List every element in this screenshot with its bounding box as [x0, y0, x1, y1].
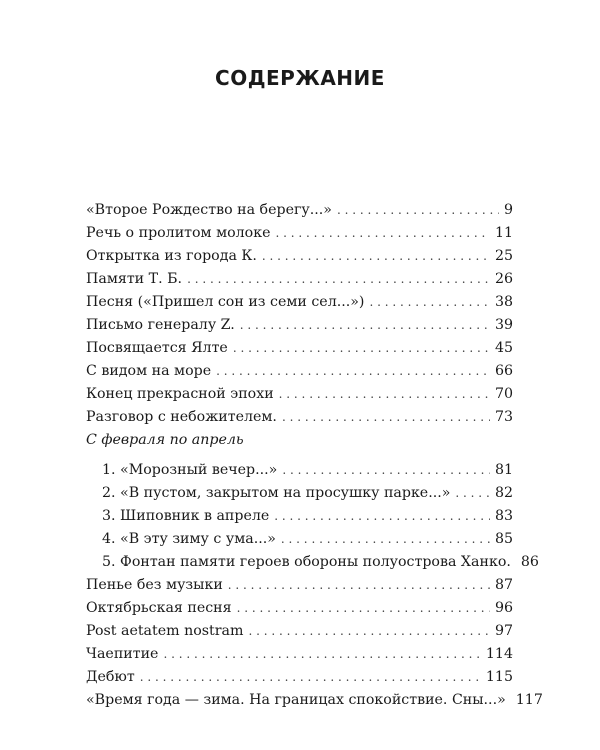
- leader-dots: [240, 314, 490, 337]
- toc-entry: [86, 199, 513, 222]
- toc-entry-title: Письмо генералу Z.: [86, 317, 235, 333]
- toc-entry-title: Конец прекрасной эпохи: [86, 386, 274, 402]
- leader-dots: [140, 666, 481, 689]
- toc-entry-page: 81: [494, 462, 513, 478]
- leader-dots: [282, 459, 490, 482]
- leader-dots: [276, 222, 490, 245]
- toc-entry: [86, 528, 513, 551]
- toc-entry-page: 87: [494, 577, 513, 593]
- toc-entry: [86, 360, 513, 383]
- toc-entry: [86, 406, 513, 429]
- leader-dots: [279, 383, 490, 406]
- toc-entry-page: 82: [494, 485, 513, 501]
- toc-entry-page: 45: [494, 340, 513, 356]
- toc-entry: [86, 337, 513, 360]
- toc-entry-title: Разговор с небожителем.: [86, 409, 277, 425]
- toc-entry-title: Пенье без музыки: [86, 577, 223, 593]
- toc-entry-page: 38: [494, 294, 513, 310]
- toc-entry-page: 117: [515, 692, 543, 708]
- toc-entry-page: 85: [494, 531, 513, 547]
- toc-entry-page: 25: [494, 248, 513, 264]
- toc-entry: [86, 643, 513, 666]
- toc-entry-page: 86: [520, 554, 539, 570]
- toc-entry-title: Post aetatem nostram: [86, 623, 244, 639]
- toc-entry-page: 9: [503, 202, 513, 218]
- toc-entry: [86, 482, 513, 505]
- toc-entry-page: 66: [494, 363, 513, 379]
- toc-entry: [86, 245, 513, 268]
- toc-entry-title: Чаепитие: [86, 646, 159, 662]
- toc-entry: [86, 574, 513, 597]
- toc-entry-page: 11: [494, 225, 513, 241]
- toc-entry-page: 39: [494, 317, 513, 333]
- section-heading: С февраля по апрель: [86, 432, 244, 448]
- toc-entry: [86, 268, 513, 291]
- toc-entry-title: «Время года — зима. На границах спокойствие. Сны...»: [86, 692, 506, 708]
- toc-entry-title: Открытка из города К.: [86, 248, 257, 264]
- toc-entry-title: 4. «В эту зиму с ума...»: [102, 531, 276, 547]
- toc-entry: [86, 620, 513, 643]
- leader-dots: [274, 505, 490, 528]
- toc-entry: [86, 222, 513, 245]
- toc-entry: [86, 459, 513, 482]
- toc-entry-page: 96: [494, 600, 513, 616]
- toc-entry-page: 70: [494, 386, 513, 402]
- toc-entry-page: 115: [485, 669, 513, 685]
- toc-entry: [86, 291, 513, 314]
- leader-dots: [369, 291, 489, 314]
- toc-entry: [86, 314, 513, 337]
- leader-dots: [163, 643, 480, 666]
- leader-dots: [216, 360, 490, 383]
- toc-entry-title: Октябрьская песня: [86, 600, 232, 616]
- toc-entry-title: «Второе Рождество на берегу...»: [86, 202, 332, 218]
- leader-dots: [233, 337, 490, 360]
- toc-entry: [86, 551, 539, 574]
- toc-entry-page: 73: [494, 409, 513, 425]
- toc-entry-title: Песня («Пришел сон из семи сел...»): [86, 294, 365, 310]
- toc-entry: [86, 666, 513, 689]
- toc-entry-title: С видом на море: [86, 363, 212, 379]
- leader-dots: [282, 406, 490, 429]
- toc-entry-page: 114: [485, 646, 513, 662]
- leader-dots: [237, 597, 490, 620]
- toc-entry-page: 97: [494, 623, 513, 639]
- toc-entry: [86, 383, 513, 406]
- toc-entry-title: 5. Фонтан памяти героев обороны полуострова Ханко.: [102, 554, 511, 570]
- toc-entry-title: Речь о пролитом молоке: [86, 225, 271, 241]
- leader-dots: [455, 482, 490, 505]
- leader-dots: [187, 268, 490, 291]
- toc-entry: [86, 505, 513, 528]
- toc-entry-title: 2. «В пустом, закрытом на просушку парке...»: [102, 485, 451, 501]
- toc-entry-title: 3. Шиповник в апреле: [102, 508, 270, 524]
- leader-dots: [248, 620, 490, 643]
- toc-entry-title: Памяти Т. Б.: [86, 271, 183, 287]
- toc-entry-title: Дебют: [86, 669, 135, 685]
- toc-entry-page: 83: [494, 508, 513, 524]
- toc-entry-title: Посвящается Ялте: [86, 340, 228, 356]
- toc-entry: [86, 597, 513, 620]
- leader-dots: [281, 528, 490, 551]
- table-of-contents: [86, 199, 543, 712]
- toc-entry-title: 1. «Морозный вечер...»: [102, 462, 278, 478]
- leader-dots: [228, 574, 490, 597]
- page-title: СОДЕРЖАНИЕ: [215, 66, 385, 90]
- toc-entry: [86, 689, 543, 712]
- toc-entry-page: 26: [494, 271, 513, 287]
- leader-dots: [337, 199, 499, 222]
- leader-dots: [262, 245, 490, 268]
